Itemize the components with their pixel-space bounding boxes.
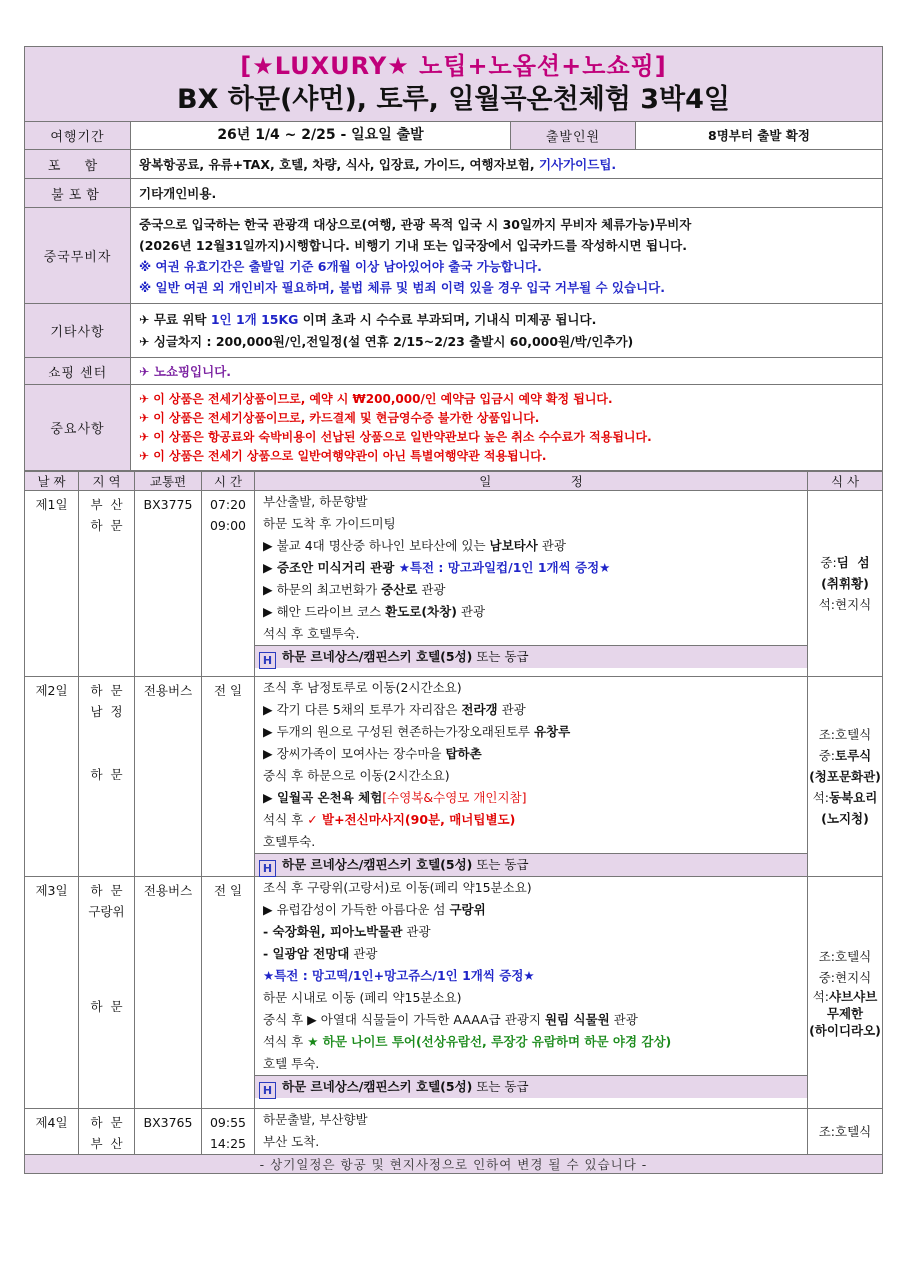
day-row (25, 1109, 883, 1155)
exclude-label: 불포함 (25, 179, 131, 208)
hotel-name: 하문 르네상스/캠핀스키 호텔(5성) (282, 649, 473, 664)
itin-text: ▶ 두개의 원으로 구성된 현존하는가장오래된토루 (263, 724, 534, 739)
itin-bold: 중산로 (381, 582, 418, 597)
day3-times (202, 877, 255, 1109)
itin-line: 하문 도착 후 가이드미팅 (263, 516, 396, 531)
itin-line (255, 579, 807, 601)
hotel-name: 하문 르네상스/캠핀스키 호텔(5성) (282, 857, 473, 872)
day2-date: 제2일 (25, 677, 79, 877)
itin-text: 석식 후 (263, 812, 308, 827)
day3-area-3: 하 문 (90, 999, 123, 1014)
shop-value: ✈ 노쇼핑입니다. (131, 358, 883, 385)
schedule-header (25, 472, 883, 491)
people-value: 8명부터 출발 확정 (636, 122, 883, 150)
itin-line: 호텔투숙. (263, 834, 316, 849)
itin-line: 석식 후 호텔투숙. (263, 626, 360, 641)
meal-venue: (하이디라오) (809, 1023, 881, 1038)
meal-bold: 샤브샤브 (828, 989, 878, 1004)
include-highlight: 기사가이드팁. (538, 156, 617, 172)
itin-line: 조식 후 남정토루로 이동(2시간소요) (263, 680, 462, 695)
visa-value (131, 208, 883, 304)
visa-label: 중국무비자 (25, 208, 131, 304)
visa-note-2: ※ 일반 여권 외 개인비자 필요하며, 불법 체류 및 범죄 이력 있을 경우 입국 거부될 수 있습니다. (139, 279, 665, 295)
itin-line: 부산출발, 하문향발 (263, 494, 368, 509)
meal-dinner (808, 787, 882, 808)
day1-hotel (255, 645, 807, 668)
itin-line: 호텔 투숙. (263, 1056, 320, 1071)
etc-line-1-pre: ✈ 무료 위탁 (139, 311, 211, 327)
header-itinerary: 일 정 (255, 472, 808, 491)
day1-time-1: 07:20 (209, 497, 247, 512)
header-time: 시 간 (202, 472, 255, 491)
day-row (25, 491, 883, 677)
day3-area-2: 구랑위 (88, 904, 125, 919)
day4-times (202, 1109, 255, 1155)
day2-area-3: 하 문 (90, 767, 123, 782)
spacer (79, 722, 134, 764)
itin-line (255, 809, 807, 831)
title-line1: [★LUXURY★ 노팁+노옵션+노쇼핑] (240, 52, 667, 80)
itin-line: 부산 도착. (263, 1134, 320, 1149)
itin-line (255, 699, 807, 721)
day1-transport: BX3775 (135, 491, 202, 677)
itin-benefit: ★특전 : 망고떡/1인+망고쥬스/1인 1개씩 증정★ (263, 968, 535, 983)
itin-night-tour: ★ 하문 나이트 투어(선상유람선, 루장강 유람하며 하문 야경 감상) (307, 1034, 672, 1049)
day-row (25, 877, 883, 1109)
itin-bold: - 숙장화원, 피아노박물관 (263, 924, 403, 939)
meal-dinner: 석:현지식 (818, 597, 872, 612)
itin-text: 관광 (402, 924, 431, 939)
day4-area-2: 부 산 (90, 1136, 123, 1151)
important-line-3: ✈ 이 상품은 항공료와 숙박비용이 선납된 상품으로 일반약관보다 높은 취소 수수료가 적용됩니다. (139, 429, 652, 444)
day2-hotel (255, 853, 807, 876)
meal-prefix: 중: (818, 748, 836, 763)
spacer (79, 922, 134, 996)
etc-label: 기타사항 (25, 304, 131, 358)
hotel-suffix: 또는 동급 (472, 857, 529, 872)
header-meal: 식 사 (808, 472, 883, 491)
itin-bold: 환도로(차창) (385, 604, 457, 619)
meal-bold: 토루식 (835, 748, 872, 763)
visa-note-1: ※ 여권 유효기간은 출발일 기준 6개월 이상 남아있어야 출국 가능합니다. (139, 258, 542, 274)
day1-area-1: 부 산 (90, 497, 123, 512)
itin-bold: 원림 식물원 (544, 1012, 610, 1027)
summary-table (24, 46, 883, 471)
day1-area-2: 하 문 (90, 518, 123, 533)
etc-value (131, 304, 883, 358)
hotel-icon: H (259, 1082, 276, 1099)
day2-transport: 전용버스 (135, 677, 202, 877)
day4-area (79, 1109, 135, 1155)
important-value (131, 385, 883, 471)
day2-area-1: 하 문 (90, 683, 123, 698)
header-date: 날 짜 (25, 472, 79, 491)
day1-meals (808, 491, 883, 677)
day3-area (79, 877, 135, 1109)
hotel-icon: H (259, 652, 276, 669)
day3-itinerary (255, 877, 808, 1109)
meal-venue: (청포문화관) (809, 769, 881, 784)
itin-line (255, 921, 807, 943)
hotel-icon: H (259, 860, 276, 877)
meal-dinner (808, 988, 882, 1005)
exclude-value: 기타개인비용. (131, 179, 883, 208)
meal-breakfast: 조:호텔식 (818, 1124, 872, 1139)
meal-lunch (808, 552, 882, 573)
visa-line-1: 중국으로 입국하는 한국 관광객 대상으로(여행, 관광 목적 입국 시 30일까지 무비자 체류가능)무비자 (139, 216, 692, 232)
itin-line: 조식 후 구랑위(고랑서)로 이동(페리 약15분소요) (263, 880, 532, 895)
itin-text: 관광 (417, 582, 446, 597)
itin-bold: 유창루 (533, 724, 571, 739)
itin-option: ✓ 발+전신마사지(90분, 매너팁별도) (307, 812, 516, 827)
day4-time-2: 14:25 (209, 1136, 247, 1151)
meal-bold: 딤 섬 (836, 555, 870, 570)
itin-line (255, 535, 807, 557)
itin-bold: ▶ 일월곡 온천욕 체험 (263, 790, 383, 805)
shop-label: 쇼핑 센터 (25, 358, 131, 385)
period-value: 26년 1/4 ~ 2/25 - 일요일 출발 (131, 122, 511, 150)
hotel-name: 하문 르네상스/캠핀스키 호텔(5성) (282, 1079, 473, 1094)
itin-line: 하문출발, 부산향발 (263, 1112, 368, 1127)
day1-date: 제1일 (25, 491, 79, 677)
itin-line (255, 1009, 807, 1031)
people-label: 출발인원 (511, 122, 636, 150)
etc-line-2: ✈ 싱글차지 : 200,000원/인,전일정(설 연휴 2/15~2/23 출발시 60,000원/박/인추가) (139, 333, 634, 349)
header-transport: 교통편 (135, 472, 202, 491)
itin-text: 관광 (456, 604, 486, 619)
itin-text: 관광 (349, 946, 378, 961)
day2-itinerary (255, 677, 808, 877)
day3-time-1: 전 일 (213, 883, 243, 898)
itin-line: 중식 후 하문으로 이동(2시간소요) (263, 768, 450, 783)
title-line2: BX 하문(샤먼), 토루, 일월곡온천체험 3박4일 (177, 84, 730, 115)
day3-area-1: 하 문 (90, 883, 123, 898)
day3-hotel (255, 1075, 807, 1098)
itin-line (255, 1031, 807, 1053)
itin-bold: 남보타사 (489, 538, 538, 553)
itin-text: ▶ 유럽감성이 가득한 아름다운 섬 (263, 902, 450, 917)
itin-bold: 탑하촌 (445, 746, 482, 761)
etc-line-1-post: 이며 초과 시 수수료 부과되며, 기내식 미제공 됩니다. (298, 311, 597, 327)
meal-venue: 무제한 (826, 1006, 864, 1021)
day2-meals (808, 677, 883, 877)
day3-transport: 전용버스 (135, 877, 202, 1109)
itin-bold: 구랑위 (449, 902, 486, 917)
itin-text: 석식 후 (263, 1034, 308, 1049)
itin-text: 관광 (537, 538, 566, 553)
footer-row (25, 1155, 883, 1174)
period-label: 여행기간 (25, 122, 131, 150)
day1-itinerary (255, 491, 808, 677)
itin-text: ▶ 각기 다른 5채의 토루가 자리잡은 (263, 702, 462, 717)
visa-line-2: (2026년 12월31일까지)시행합니다. 비행기 기내 또는 입국장에서 입국카드를 작성하시면 됩니다. (139, 237, 687, 253)
day4-itinerary (255, 1109, 808, 1155)
meal-lunch (808, 745, 882, 766)
itin-text: ▶ 증조안 미식거리 관광 (263, 560, 399, 575)
meal-prefix: 중: (820, 555, 837, 570)
hotel-suffix: 또는 동급 (472, 649, 529, 664)
etc-line-1-highlight: 1인 1개 15KG (210, 311, 299, 327)
itin-line (255, 743, 807, 765)
include-text: 왕복항공료, 유류+TAX, 호텔, 차량, 식사, 입장료, 가이드, 여행자보험, (139, 156, 535, 172)
itin-line (255, 943, 807, 965)
day4-date: 제4일 (25, 1109, 79, 1155)
itin-note: [수영복&수영모 개인지참] (382, 790, 527, 805)
day1-time-2: 09:00 (209, 518, 247, 533)
day4-meals (808, 1109, 883, 1155)
itin-line (255, 601, 807, 623)
meal-prefix: 석: (812, 790, 829, 805)
important-label: 중요사항 (25, 385, 131, 471)
day2-area (79, 677, 135, 877)
day4-transport: BX3765 (135, 1109, 202, 1155)
day1-times (202, 491, 255, 677)
meal-breakfast: 조:호텔식 (818, 727, 872, 742)
day3-date: 제3일 (25, 877, 79, 1109)
day4-area-1: 하 문 (90, 1115, 123, 1130)
day2-times (202, 677, 255, 877)
itin-text: ▶ 하문의 최고번화가 (263, 582, 382, 597)
itin-text: ▶ 해안 드라이브 코스 (263, 604, 386, 619)
important-line-4: ✈ 이 상품은 전세기 상품으로 일반여행약관이 아닌 특별여행약관 적용됩니다. (139, 448, 547, 463)
meal-bold: 동북요리 (828, 790, 878, 805)
header-area: 지 역 (79, 472, 135, 491)
schedule-table (24, 471, 883, 1174)
itin-text: 중식 후 ▶ 아열대 식물들이 가득한 AAAA급 관광지 (263, 1012, 545, 1027)
itin-text: 관광 (609, 1012, 638, 1027)
itin-text: ▶ 장씨가족이 모여사는 장수마을 (263, 746, 446, 761)
title-block (25, 47, 883, 122)
important-line-1: ✈ 이 상품은 전세기상품이므로, 예약 시 ₩200,000/인 예약금 입금시 예약 확정 됩니다. (139, 391, 613, 406)
itin-line: 하문 시내로 이동 (페리 약15분소요) (263, 990, 462, 1005)
itin-line (255, 721, 807, 743)
meal-prefix: 석: (812, 989, 829, 1004)
itin-text: 관광 (497, 702, 526, 717)
footer-note: - 상기일정은 항공 및 현지사정으로 인하여 변경 될 수 있습니다 - (25, 1155, 883, 1174)
day4-time-1: 09:55 (209, 1115, 247, 1130)
meal-lunch: 중:현지식 (818, 970, 872, 985)
day3-meals (808, 877, 883, 1109)
day2-time-1: 전 일 (213, 683, 243, 698)
include-label: 포 함 (25, 150, 131, 179)
meal-venue: (노지청) (821, 811, 869, 826)
meal-breakfast: 조:호텔식 (818, 949, 872, 964)
etc-line-1 (139, 309, 874, 331)
itin-line (255, 557, 807, 579)
itin-line (255, 787, 807, 809)
meal-venue: (취휘황) (821, 576, 869, 591)
day1-area (79, 491, 135, 677)
itin-text: ▶ 불교 4대 명산중 하나인 보타산에 있는 (263, 538, 490, 553)
itin-bold: - 일광암 전망대 (263, 946, 350, 961)
hotel-suffix: 또는 동급 (472, 1079, 529, 1094)
important-line-2: ✈ 이 상품은 전세기상품이므로, 카드결제 및 현금영수증 불가한 상품입니다. (139, 410, 540, 425)
day2-area-2: 남 정 (90, 704, 123, 719)
include-value (131, 150, 883, 179)
day-row (25, 677, 883, 877)
itin-benefit: ★특전 : 망고과일컵/1인 1개씩 증정★ (398, 560, 611, 575)
itin-line (255, 899, 807, 921)
tour-sheet (24, 46, 882, 1174)
itin-bold: 전라갱 (461, 702, 498, 717)
